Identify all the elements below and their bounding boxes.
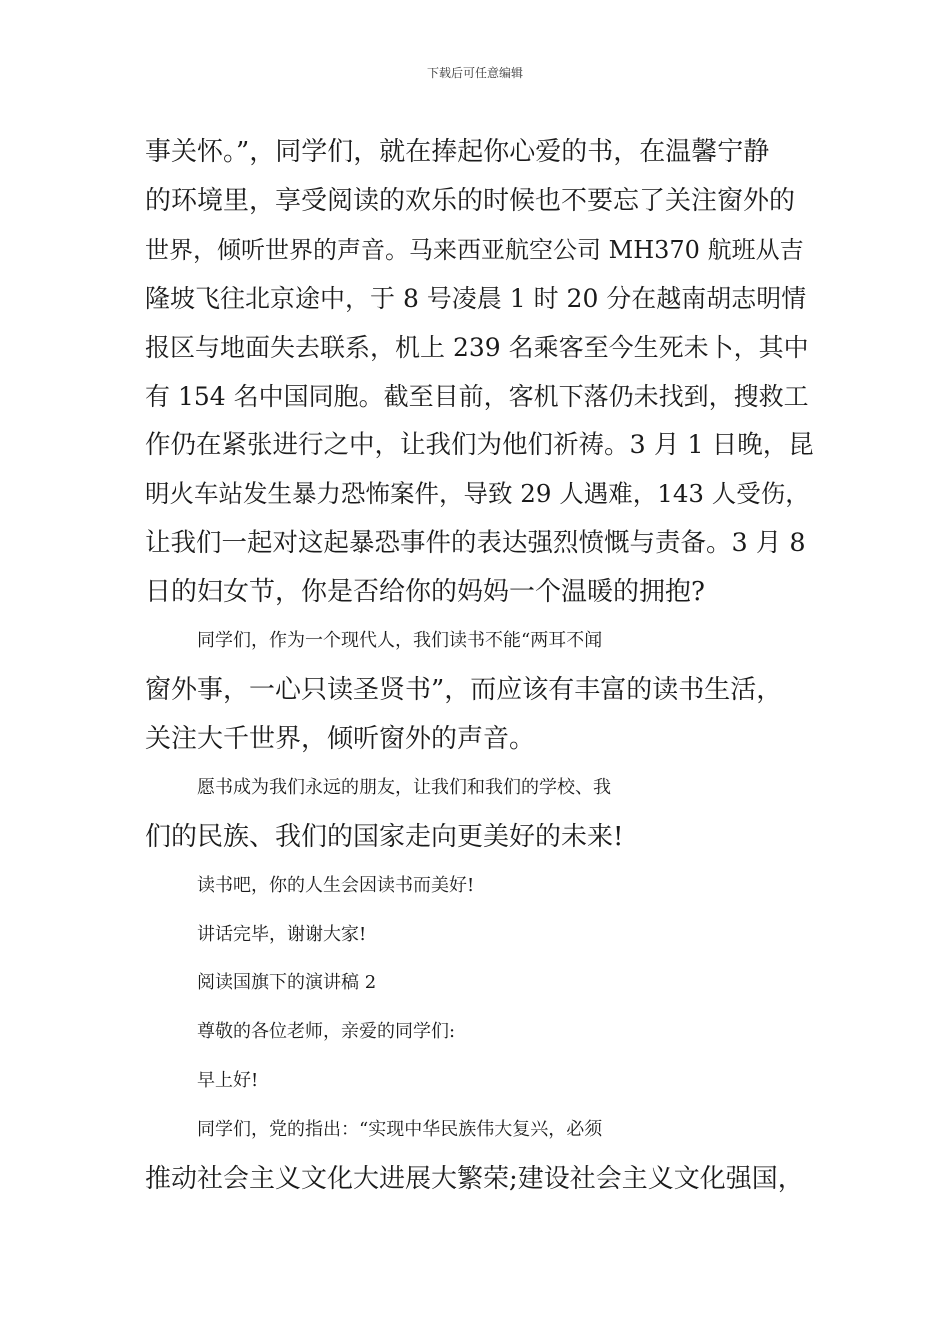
text-line: 的环境里，享受阅读的欢乐的时候也不要忘了关注窗外的: [145, 185, 796, 216]
text-line: 世界，倾听世界的声音。马来西亚航空公司 MH370 航班从吉: [145, 235, 804, 264]
text-line: 报区与地面失去联系，机上 239 名乘客至今生死未卜，其中: [145, 332, 809, 362]
text-line: 有 154 名中国同胞。截至目前，客机下落仍未找到，搜救工: [145, 381, 809, 411]
text-line: 愿书成为我们永远的朋友，让我们和我们的学校、我: [197, 776, 611, 798]
text-line: 作仍在紧张进行之中，让我们为他们祈祷。3 月 1 日晚，昆: [145, 430, 814, 461]
text-line: 日的妇女节，你是否给你的妈妈一个温暖的拥抱?: [145, 577, 705, 608]
text-line: 讲话完毕，谢谢大家!: [197, 923, 367, 945]
greeting: 早上好!: [197, 1070, 259, 1092]
text-line: 隆坡飞往北京途中，于 8 号凌晨 1 时 20 分在越南胡志明情: [145, 283, 807, 313]
document-body: [145, 128, 815, 1204]
text-line: 推动社会主义文化大进展大繁荣;建设社会主义文化强国，: [145, 1164, 804, 1195]
text-line: 读书吧，你的人生会因读书而美好!: [197, 874, 475, 896]
text-line: 窗外事，一心只读圣贤书”，而应该有丰富的读书生活，: [145, 674, 783, 705]
text-line: 事关怀。”，同学们，就在捧起你心爱的书，在温馨宁静: [145, 137, 770, 167]
text-line: 们的民族、我们的国家走向更美好的未来!: [145, 821, 624, 852]
text-line: 同学们，党的指出：“实现中华民族伟大复兴，必须: [197, 1119, 603, 1141]
text-line: 关注大千世界，倾听窗外的声音。: [145, 723, 536, 754]
page-header: 下载后可任意编辑: [426, 66, 523, 80]
salutation: 尊敬的各位老师，亲爱的同学们:: [197, 1021, 456, 1043]
text-line: 同学们，作为一个现代人，我们读书不能“两耳不闻: [197, 630, 603, 652]
text-line: 让我们一起对这起暴恐事件的表达强烈愤慨与责备。3 月 8: [145, 528, 806, 559]
section-title: 阅读国旗下的演讲稿 2: [197, 972, 377, 994]
text-line: 明火车站发生暴力恐怖案件，导致 29 人遇难，143 人受伤，: [145, 479, 810, 509]
